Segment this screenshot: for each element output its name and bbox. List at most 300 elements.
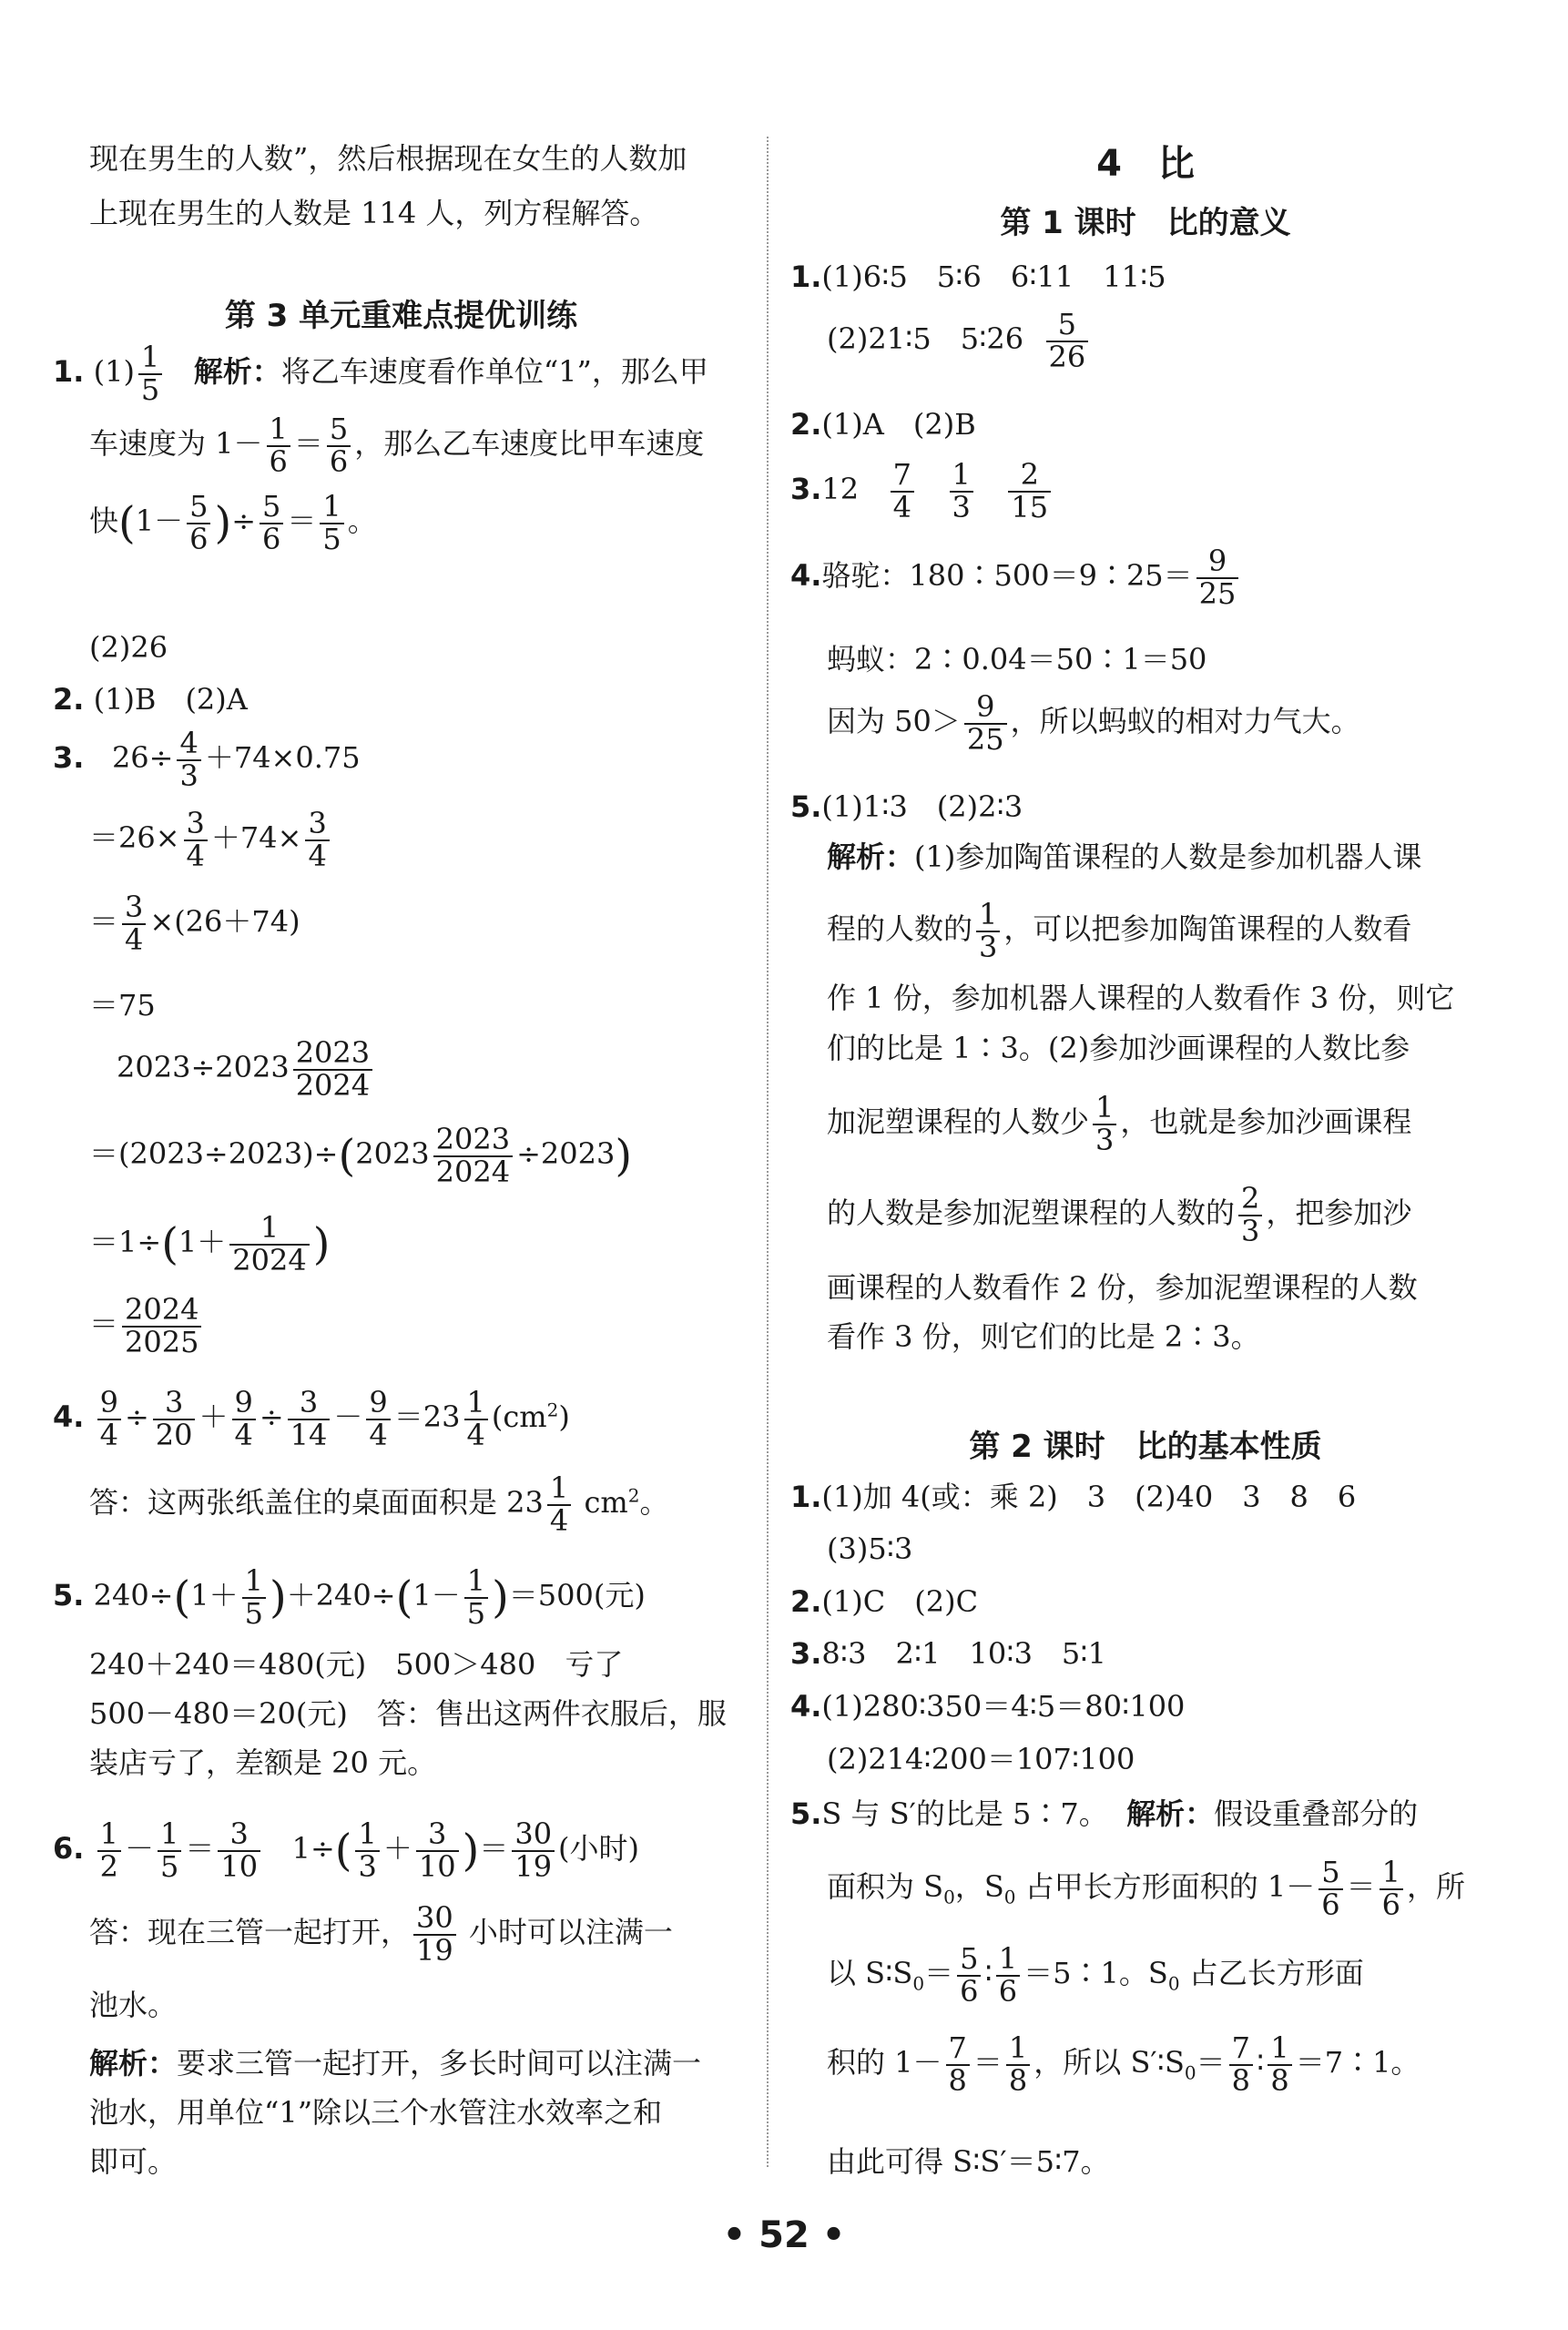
frac-den: 4	[369, 1417, 388, 1452]
q1-line-2	[89, 414, 704, 477]
frac	[184, 806, 208, 873]
frac	[305, 806, 329, 873]
frac	[512, 1816, 555, 1884]
text: 。	[639, 1485, 669, 1521]
frac-num: 2	[1008, 460, 1051, 493]
text: ，也就是参加沙画课程	[1120, 1104, 1412, 1140]
frac-num: 1	[464, 1388, 488, 1420]
frac	[976, 897, 1000, 964]
frac	[1008, 457, 1051, 524]
frac-den: 3	[179, 758, 199, 793]
frac-num: 1	[138, 342, 162, 375]
text: 2023÷2023	[117, 1050, 290, 1085]
q6-line-1	[53, 1816, 640, 1884]
text: ∶	[984, 1956, 993, 1991]
text: (1)A (2)B	[821, 407, 976, 442]
text: 小时可以注满一	[468, 1915, 673, 1950]
q1-explain-1: 将乙车速度看作单位“1”，那么甲	[280, 354, 708, 390]
frac-num: 30	[413, 1903, 456, 1936]
s4-line-2: (2)214∶200＝107∶100	[827, 1742, 1135, 1776]
text: cm	[584, 1485, 628, 1521]
frac-num: 1	[355, 1819, 379, 1852]
frac	[1268, 2030, 1291, 2098]
frac-den: 4	[308, 838, 327, 873]
text: ＋74×0.75	[204, 740, 361, 776]
q5-line-1	[53, 1563, 646, 1631]
frac	[1046, 307, 1089, 374]
text: 面积为 S	[827, 1869, 944, 1905]
frac	[229, 1210, 309, 1277]
frac	[187, 489, 210, 556]
text: 26÷	[111, 740, 174, 776]
text: (1)6∶5 5∶6 6∶11 11∶5	[821, 259, 1166, 294]
text: ，所以蚂蚁的相对力气大。	[1010, 704, 1360, 739]
r2-number: 2.	[790, 407, 822, 442]
paren: )	[462, 1825, 480, 1877]
q3-line-3	[89, 892, 300, 955]
text: ＋240÷	[286, 1578, 396, 1613]
q5-line-4: 装店亏了，差额是 20 元。	[89, 1745, 437, 1780]
s5-line-5: 由此可得 S∶S′＝5∶7。	[827, 2144, 1110, 2179]
text: 1－	[135, 504, 184, 539]
q3-line-8	[89, 1292, 205, 1359]
page-number: • 52 •	[722, 2214, 846, 2256]
frac-den: 19	[416, 1932, 453, 1968]
q6-answer-2: 池水。	[89, 1988, 178, 2022]
frac-num: 3	[218, 1819, 260, 1852]
q1-number: 1.	[53, 354, 85, 390]
paren: (	[161, 1218, 178, 1270]
frac	[1093, 1090, 1116, 1157]
frac-num: 1	[320, 492, 343, 524]
frac	[946, 2030, 970, 2098]
text: ＝23	[393, 1399, 461, 1435]
s3-number: 3.	[790, 1636, 822, 1671]
q3-line-2	[89, 806, 333, 873]
r4-line-2: 蚂蚁：2∶0.04＝50∶1＝50	[827, 642, 1207, 677]
frac-den: 8	[1008, 2062, 1028, 2098]
frac-den: 6	[262, 521, 281, 556]
r1-line-1	[790, 259, 1166, 294]
s5-line-3	[827, 1941, 1364, 2009]
q1-explain-label: 解析：	[193, 354, 281, 390]
lesson-1-title: 第 1 课时 比的意义	[1000, 205, 1291, 241]
s1-line-1	[790, 1480, 1357, 1514]
frac-num: 9	[964, 692, 1007, 725]
text: 1＋	[178, 1225, 227, 1260]
text: 的人数是参加泥塑课程的人数的	[827, 1196, 1236, 1231]
frac-num: 2024	[122, 1295, 201, 1328]
op: ＝	[185, 1831, 215, 1867]
intro-line-2: 上现在男生的人数是 114 人，列方程解答。	[89, 196, 659, 230]
q5-line-3: 500－480＝20(元) 答：售出这两件衣服后，服	[89, 1696, 727, 1731]
frac-num: 4	[177, 728, 200, 761]
q2-answer: (1)B (2)A	[93, 682, 248, 717]
frac-num: 7	[891, 460, 914, 493]
frac	[366, 1385, 390, 1452]
q4-number: 4.	[53, 1399, 85, 1435]
frac	[413, 1900, 456, 1968]
frac	[327, 414, 351, 477]
text: ＝7∶1。	[1295, 2045, 1420, 2081]
text: 假设重叠部分的	[1214, 1796, 1419, 1831]
op: ＋	[199, 1399, 229, 1435]
r4-number: 4.	[790, 558, 822, 594]
frac	[1196, 546, 1239, 609]
q6-explain-3: 即可。	[89, 2144, 178, 2179]
r5-explain-4: 们的比是 1∶3。(2)参加沙画课程的人数比参	[827, 1031, 1410, 1065]
op: ＝	[479, 1831, 509, 1867]
frac-num: 7	[1229, 2033, 1253, 2066]
frac	[950, 457, 973, 524]
frac-den: 6	[269, 443, 288, 479]
paren: (	[338, 1130, 356, 1182]
q3-line-6	[89, 1124, 632, 1187]
text: 。	[347, 504, 377, 539]
frac-num: 1	[229, 1213, 309, 1246]
paren: (	[334, 1825, 352, 1877]
text: ，S	[954, 1869, 1004, 1905]
frac-den: 4	[466, 1417, 485, 1452]
frac-den: 10	[220, 1848, 259, 1884]
frac-den: 4	[892, 489, 912, 524]
text: ，把参加沙	[1266, 1196, 1412, 1231]
frac-den: 4	[549, 1502, 569, 1538]
frac-den: 5	[466, 1595, 486, 1631]
s5-line-1	[790, 1796, 1419, 1831]
frac-den: 2	[99, 1848, 118, 1884]
lesson-2-title: 第 2 课时 比的基本性质	[969, 1429, 1322, 1465]
q3-line-5	[117, 1035, 376, 1103]
frac-den: 3	[358, 1848, 377, 1884]
paren: )	[615, 1130, 633, 1182]
frac-den: 20	[155, 1417, 193, 1452]
frac	[1006, 2030, 1030, 2098]
q6-explain-1	[89, 2046, 702, 2081]
q4-line-1	[53, 1385, 570, 1452]
frac-den: 3	[979, 929, 998, 964]
frac	[957, 1941, 981, 2009]
s1-number: 1.	[790, 1480, 822, 1514]
frac-den: 2024	[435, 1154, 511, 1189]
text: (1)参加陶笛课程的人数是参加机器人课	[914, 839, 1422, 874]
q5-number: 5.	[53, 1578, 85, 1613]
text: ＝	[89, 1307, 119, 1342]
frac	[293, 1035, 372, 1103]
text: (2)21∶5 5∶26	[827, 321, 1024, 357]
frac	[964, 689, 1007, 757]
text: 骆驼：180∶500＝9∶25＝	[821, 558, 1193, 594]
r5-number: 5.	[790, 789, 822, 824]
text: ＝	[1346, 1869, 1376, 1905]
frac	[97, 1385, 121, 1452]
s1-line-2: (3)5∶3	[827, 1531, 913, 1566]
text: ×(26＋74)	[149, 904, 300, 940]
text: 8∶3 2∶1 10∶3 5∶1	[821, 1636, 1106, 1671]
text: 占乙长方形面	[1179, 1956, 1364, 1991]
q6-explain-2: 池水，用单位“1”除以三个水管注水效率之和	[89, 2095, 663, 2130]
frac-den: 6	[329, 443, 349, 479]
frac	[464, 1563, 488, 1631]
q3-line-1	[53, 728, 361, 791]
frac-den: 5	[322, 521, 341, 556]
frac-num: 1	[950, 460, 973, 493]
text: ∶	[1257, 2045, 1265, 2081]
paren: (	[395, 1572, 413, 1623]
frac-num: 2	[1238, 1184, 1262, 1216]
paren: (	[173, 1572, 191, 1623]
text: (小时)	[558, 1831, 640, 1867]
frac	[355, 1816, 379, 1884]
s2-number: 2.	[790, 1584, 822, 1619]
text: ，所以 S′∶S	[1033, 2045, 1185, 2081]
frac-den: 4	[234, 1417, 253, 1452]
frac-den: 14	[290, 1417, 328, 1452]
frac-den: 8	[948, 2062, 967, 2098]
frac	[891, 457, 914, 524]
text: ÷2023	[516, 1136, 616, 1172]
text: 因为 50＞	[827, 704, 961, 739]
subscript: 0	[943, 1886, 955, 1908]
frac	[547, 1470, 571, 1538]
frac	[464, 1385, 488, 1452]
frac-num: 7	[946, 2033, 970, 2066]
text: ＝	[1196, 2045, 1226, 2081]
r3-number: 3.	[790, 472, 822, 507]
r4-line-1	[790, 546, 1242, 609]
frac-den: 6	[998, 1973, 1018, 2009]
text: ＋74×	[210, 820, 302, 856]
text: 积的 1－	[827, 2045, 942, 2081]
frac	[177, 728, 200, 791]
frac-den: 19	[514, 1848, 553, 1884]
frac	[122, 892, 146, 955]
text: 车速度为 1－	[89, 426, 263, 462]
frac-den: 2024	[295, 1067, 371, 1103]
op: －	[333, 1399, 363, 1435]
q1-frac	[138, 342, 162, 405]
text: 答：现在三管一起打开，	[89, 1915, 411, 1950]
frac	[1380, 1857, 1403, 1920]
subscript: 0	[912, 1972, 925, 1995]
text: ＝5∶1。S	[1023, 1956, 1168, 1991]
section-title: 第 3 单元重难点提优训练	[224, 298, 578, 334]
r5-line-1	[790, 789, 1023, 824]
text: 2023	[355, 1136, 430, 1172]
frac-den: 8	[1231, 2062, 1251, 2098]
frac-den: 3	[952, 489, 971, 524]
r4-line-3	[827, 689, 1360, 757]
intro-line-1: 现在男生的人数”，然后根据现在女生的人数加	[89, 141, 687, 176]
frac-num: 2023	[433, 1124, 513, 1157]
frac-num: 1	[464, 1566, 488, 1599]
text: (1)加 4(或：乘 2) 3 (2)40 3 8 6	[821, 1480, 1357, 1514]
q5-line-2: 240＋240＝480(元) 500＞480 亏了	[89, 1647, 624, 1682]
frac-num: 1	[1268, 2033, 1291, 2066]
text: (1)C (2)C	[821, 1584, 979, 1619]
frac	[242, 1563, 266, 1631]
frac-num: 5	[260, 492, 283, 524]
q1-line-1	[53, 342, 708, 405]
frac-num: 3	[153, 1388, 196, 1420]
s5-line-4	[827, 2030, 1420, 2098]
frac-num: 1	[242, 1566, 266, 1599]
op: ÷	[124, 1399, 149, 1435]
paren: (	[118, 497, 136, 549]
frac	[218, 1816, 260, 1884]
explain-label: 解析：	[89, 2046, 178, 2081]
q4-answer	[89, 1470, 669, 1538]
r1-number: 1.	[790, 259, 822, 294]
q3-line-4: ＝75	[89, 988, 156, 1023]
r1-line-2	[827, 307, 1092, 374]
op: －	[124, 1831, 154, 1867]
text: 1－	[412, 1578, 461, 1613]
q1-line-3	[89, 489, 377, 556]
frac-num: 9	[232, 1388, 256, 1420]
q6-number: 6.	[53, 1831, 85, 1867]
frac-num: 5	[1319, 1857, 1342, 1890]
q2-line	[53, 682, 248, 717]
frac	[1238, 1181, 1262, 1248]
text: 240÷	[93, 1578, 174, 1613]
frac-den: 3	[1095, 1122, 1115, 1157]
text: S 与 S′的比是 5∶7。	[821, 1796, 1108, 1831]
q1-part-a: (1)	[93, 354, 135, 390]
frac-den: 10	[418, 1848, 456, 1884]
frac-num: 3	[184, 809, 208, 841]
frac	[433, 1124, 513, 1187]
frac	[158, 1816, 181, 1884]
frac-num: 3	[288, 1388, 331, 1420]
frac-num: 1	[1380, 1857, 1403, 1890]
s4-number: 4.	[790, 1689, 822, 1724]
frac-num: 9	[1196, 546, 1239, 579]
frac	[153, 1385, 196, 1452]
text: 答：这两张纸盖住的桌面面积是 23	[89, 1485, 544, 1521]
r5-explain-7: 画课程的人数看作 2 份，参加泥塑课程的人数	[827, 1270, 1418, 1305]
text: ＝500(元)	[508, 1578, 646, 1613]
frac-num: 1	[97, 1819, 121, 1852]
frac	[1319, 1857, 1342, 1920]
paren: )	[269, 1572, 287, 1623]
text: 占甲长方形面积的 1－	[1015, 1869, 1316, 1905]
q3-line-7	[89, 1210, 331, 1277]
text: (1)280∶350＝4∶5＝80∶100	[821, 1689, 1186, 1724]
text: ＝	[293, 426, 323, 462]
explain-label: 解析：	[1126, 1796, 1215, 1831]
frac	[97, 1816, 121, 1884]
frac-den: 6	[960, 1973, 979, 2009]
text: ＝	[89, 904, 119, 940]
r5-explain-6	[827, 1181, 1412, 1248]
frac-den: 2024	[232, 1242, 307, 1277]
paren: )	[312, 1218, 331, 1270]
frac-num: 30	[512, 1819, 555, 1852]
subscript: 0	[1167, 1972, 1180, 1995]
s3-line	[790, 1636, 1106, 1671]
r5-explain-5	[827, 1090, 1412, 1157]
frac-den: 5	[244, 1595, 263, 1631]
frac-num: 2023	[293, 1038, 372, 1071]
frac	[260, 489, 283, 556]
frac-num: 1	[158, 1819, 181, 1852]
subscript: 0	[1003, 1886, 1016, 1908]
frac-den: 25	[966, 721, 1004, 757]
frac-den: 4	[125, 921, 144, 957]
frac-num: 5	[957, 1944, 981, 1977]
frac-den: 6	[1381, 1887, 1400, 1922]
frac	[122, 1292, 201, 1359]
text: ＝	[287, 504, 317, 539]
text: 12	[821, 472, 860, 507]
frac-num: 1	[267, 414, 290, 447]
text: ＝	[972, 2045, 1003, 2081]
q6-answer-1	[89, 1900, 673, 1968]
q2-number: 2.	[53, 682, 85, 717]
frac-num: 3	[305, 809, 329, 841]
frac-den: 5	[140, 371, 160, 407]
text: ＝1÷	[89, 1225, 162, 1260]
subscript: 0	[1184, 2061, 1196, 2084]
frac-den: 26	[1048, 339, 1086, 374]
frac-den: 4	[99, 1417, 118, 1452]
text: 加泥塑课程的人数少	[827, 1104, 1090, 1140]
frac-num: 1	[1006, 2033, 1030, 2066]
s2-line	[790, 1584, 979, 1619]
text: ，所	[1406, 1869, 1465, 1905]
frac-num: 3	[416, 1819, 459, 1852]
explain-label: 解析：	[827, 839, 915, 874]
frac	[267, 414, 290, 477]
frac-den: 8	[1270, 2062, 1289, 2098]
column-divider	[767, 137, 769, 2167]
text: (cm	[491, 1399, 547, 1435]
text: ÷	[231, 504, 257, 539]
frac	[320, 489, 343, 556]
paren: )	[214, 497, 232, 549]
r2-line	[790, 407, 976, 442]
s4-line-1	[790, 1689, 1186, 1724]
s5-number: 5.	[790, 1796, 822, 1831]
superscript: 2	[546, 1399, 559, 1421]
text: ＝26×	[89, 820, 180, 856]
superscript: 2	[627, 1484, 640, 1507]
frac-num: 3	[122, 892, 146, 925]
frac	[1229, 2030, 1253, 2098]
q1-part-b: (2)26	[89, 630, 168, 665]
frac-num: 5	[1046, 310, 1089, 342]
text: ，可以把参加陶笛课程的人数看	[1003, 911, 1412, 947]
frac-den: 2025	[125, 1324, 199, 1359]
r5-explain-8: 看作 3 份，则它们的比是 2∶3。	[827, 1319, 1260, 1354]
text: 1＋	[190, 1578, 239, 1613]
frac-den: 25	[1198, 575, 1237, 611]
frac	[288, 1385, 331, 1452]
frac-num: 9	[97, 1388, 121, 1420]
text: 快	[89, 504, 119, 539]
paren: )	[492, 1572, 509, 1623]
text: ＝	[924, 1956, 954, 1991]
text: 以 S∶S	[827, 1956, 913, 1991]
text: ，那么乙车速度比甲车速度	[354, 426, 705, 462]
frac-num: 1	[996, 1944, 1020, 1977]
text: (1)1∶3 (2)2∶3	[821, 789, 1023, 824]
frac-num: 5	[327, 414, 351, 447]
frac-den: 4	[186, 838, 205, 873]
text: ＝(2023÷2023)÷	[89, 1136, 339, 1172]
s5-line-2	[827, 1857, 1465, 1920]
